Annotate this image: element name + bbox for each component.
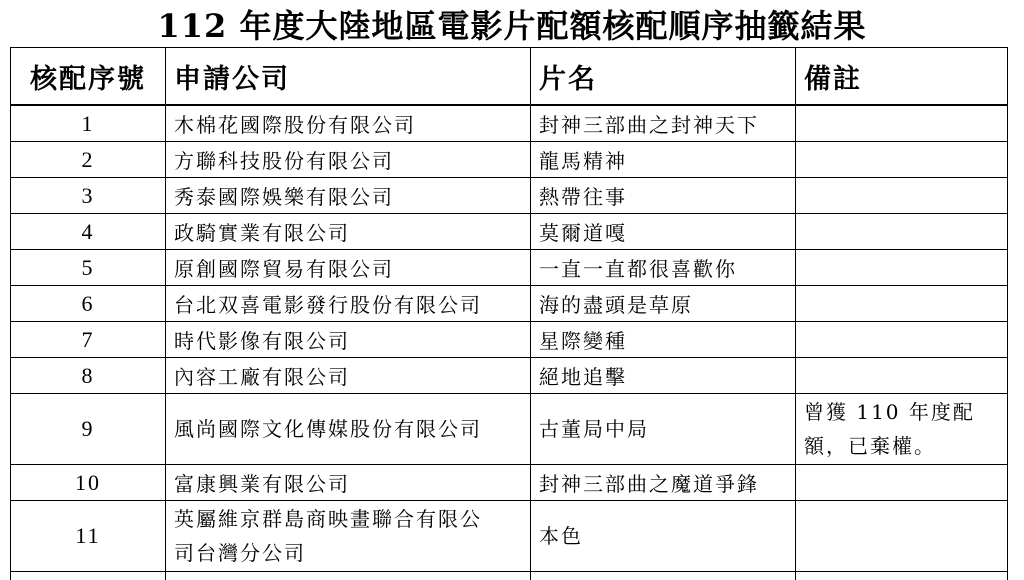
row-no: 9 [11, 394, 166, 465]
row-note [796, 394, 1008, 465]
row-note [796, 178, 1008, 214]
row-company: 內容工廠有限公司 [166, 358, 531, 394]
table-row [11, 105, 1008, 142]
row-company: 時代影像有限公司 [166, 322, 531, 358]
table-header-row [11, 48, 1008, 106]
table-row [11, 465, 1008, 501]
row-company: 秀泰國際娛樂有限公司 [166, 178, 531, 214]
row-film: 古董局中局 [531, 394, 796, 465]
row-note [796, 105, 1008, 142]
row-film: 星際變種 [531, 322, 796, 358]
table-row [11, 322, 1008, 358]
header-film: 片名 [531, 48, 796, 106]
row-note [796, 322, 1008, 358]
table-row [11, 358, 1008, 394]
row-no: 4 [11, 214, 166, 250]
row-no: 11 [11, 501, 166, 572]
row-film: 莫爾道嘎 [531, 214, 796, 250]
row-no: 8 [11, 358, 166, 394]
header-note: 備註 [796, 48, 1008, 106]
page-title: 112 年度大陸地區電影片配額核配順序抽籤結果 [0, 6, 1024, 46]
header-company: 申請公司 [166, 48, 531, 106]
table-row [11, 286, 1008, 322]
note-line: 曾獲 110 年度配 [804, 395, 999, 429]
row-film: 一直一直都很喜歡你 [531, 250, 796, 286]
row-company [166, 501, 531, 572]
result-table [10, 47, 1008, 580]
table-row [11, 394, 1008, 465]
row-company: 木棉花國際股份有限公司 [166, 105, 531, 142]
row-company: 風尚國際文化傳媒股份有限公司 [166, 394, 531, 465]
row-company: 富康興業有限公司 [166, 465, 531, 501]
table-row [11, 501, 1008, 572]
row-no: 6 [11, 286, 166, 322]
note-line: 額，已棄權。 [804, 429, 999, 463]
row-no: 5 [11, 250, 166, 286]
row-film: 海的盡頭是草原 [531, 286, 796, 322]
row-no: 3 [11, 178, 166, 214]
row-company: 方聯科技股份有限公司 [166, 142, 531, 178]
row-note [796, 214, 1008, 250]
row-film: 封神三部曲之封神天下 [531, 105, 796, 142]
row-note [796, 142, 1008, 178]
row-note [796, 250, 1008, 286]
row-no: 1 [11, 105, 166, 142]
table-row [11, 214, 1008, 250]
table-row [11, 178, 1008, 214]
row-note [796, 501, 1008, 572]
company-line: 司台灣分公司 [174, 536, 522, 570]
row-film: 本色 [531, 501, 796, 572]
row-film: 熱帶往事 [531, 178, 796, 214]
row-no: 2 [11, 142, 166, 178]
row-film: 絕地追擊 [531, 358, 796, 394]
row-note [796, 358, 1008, 394]
row-film: 龍馬精神 [531, 142, 796, 178]
header-no: 核配序號 [11, 48, 166, 106]
table-row [11, 250, 1008, 286]
row-no: 7 [11, 322, 166, 358]
company-line: 英屬維京群島商映畫聯合有限公 [174, 502, 522, 536]
row-no: 10 [11, 465, 166, 501]
row-note [796, 286, 1008, 322]
row-company: 台北双喜電影發行股份有限公司 [166, 286, 531, 322]
row-company: 政騎實業有限公司 [166, 214, 531, 250]
row-note [796, 465, 1008, 501]
table-row [11, 142, 1008, 178]
row-film: 封神三部曲之魔道爭鋒 [531, 465, 796, 501]
row-company: 原創國際貿易有限公司 [166, 250, 531, 286]
